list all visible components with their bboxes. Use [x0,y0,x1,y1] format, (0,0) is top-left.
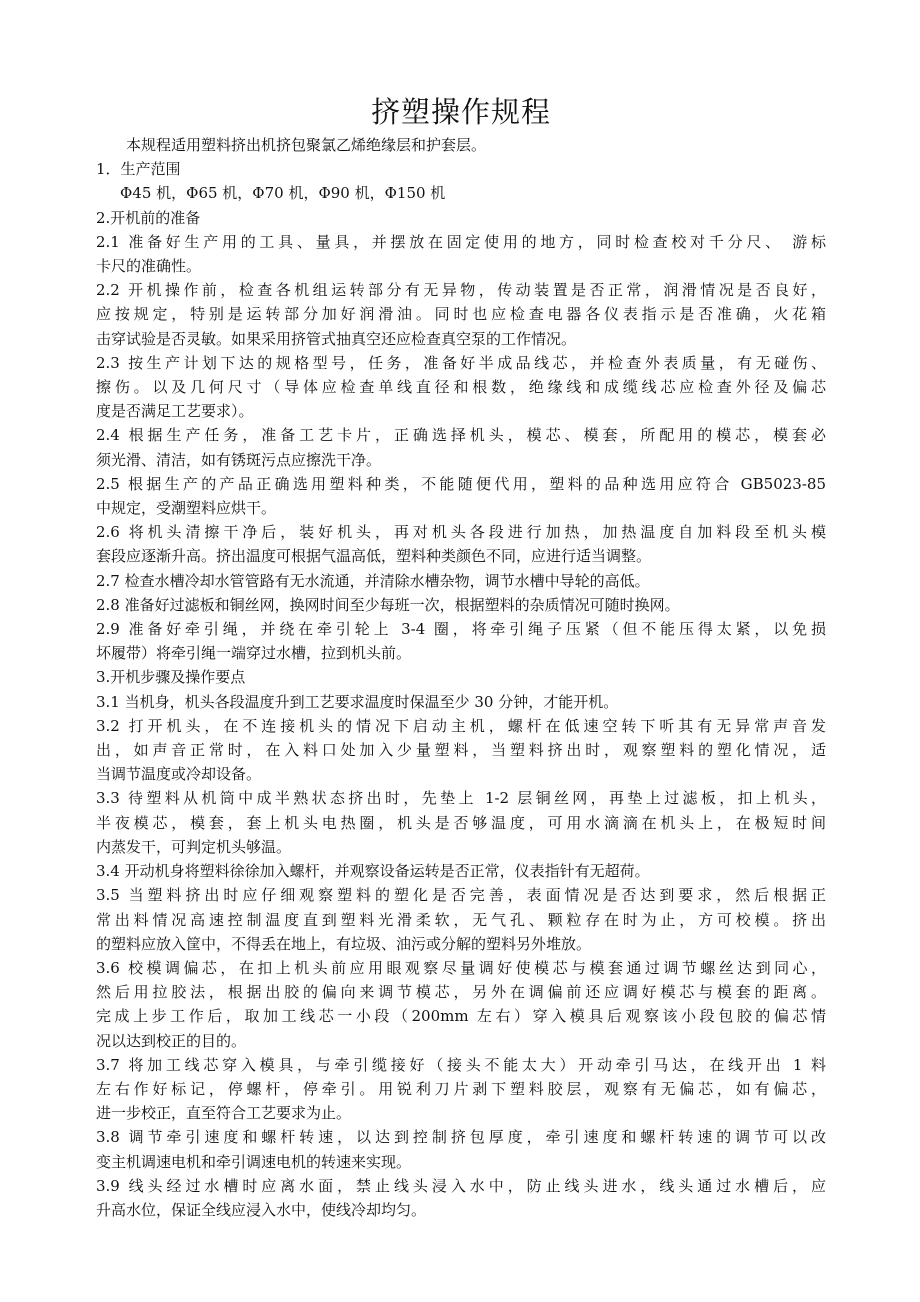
paragraph-line: 然后用拉胶法，根据出胶的偏向来调节模芯，另外在调偏前还应调好模芯与模套的距离。 [96,983,826,1002]
paragraph-line: 3.1 当机身，机头各段温度升到工艺要求温度时保温至少 30 分钟，才能开机。 [96,692,619,711]
paragraph-line: 2.9 准备好牵引绳，并绕在牵引轮上 3-4 圈，将牵引绳子压紧（但不能压得太紧，以免损 [96,620,826,639]
paragraph-line: 2.6 将机头清擦干净后，装好机头，再对机头各段进行加热，加热温度自加料段至机头模 [96,523,826,542]
paragraph-line: 2.3 按生产计划下达的规格型号，任务，准备好半成品线芯，并检查外表质量，有无碰伤、 [96,353,826,372]
section-3-paragraph [96,883,826,956]
paragraph-line: 3.7 将加工线芯穿入模具，与牵引缆接好（接头不能太大）开动牵引马达，在线开出 1 料 [96,1055,826,1074]
paragraph-line: 2.5 根据生产的产品正确选用塑料种类，不能随便代用，塑料的品种选用应符合 GB5023-85 [96,474,826,493]
section-2-paragraph [96,569,826,593]
paragraph-line: 2.7 检查水槽冷却水管管路有无水流通，并清除水槽杂物，调节水槽中导轮的高低。 [96,571,650,590]
paragraph-line: 完成上步工作后，取加工线芯一小段（200mm 左右）穿入模具后观察该小段包胶的偏芯情 [96,1007,826,1026]
section-2-paragraph [96,593,826,617]
paragraph-line: 2.2 开机操作前，检查各机组运转部分有无异物，传动装置是否正常，润滑情况是否良好， [96,281,826,300]
section-2-paragraph [96,351,826,424]
section-3-paragraph [96,1053,826,1126]
section-2-items [96,230,826,666]
section-3-paragraph [96,1174,826,1222]
paragraph-line: 擦伤。以及几何尺寸（导体应检查单线直径和根数，绝缘线和成缆线芯应检查外径及偏芯 [96,378,826,397]
section-2-heading: 2.开机前的准备 [96,208,201,227]
paragraph-line: 常出料情况高速控制温度直到塑料光滑柔软，无气孔、颗粒存在时为止，方可校模。挤出 [96,910,826,929]
paragraph-line: 变主机调速电机和牵引调速电机的转速来实现。 [96,1152,412,1171]
paragraph-line: 卡尺的准确性。 [96,257,202,276]
paragraph-line: 套段应逐渐升高。挤出温度可根据气温高低，塑料种类颜色不同，应进行适当调整。 [96,547,652,566]
section-3-paragraph [96,786,826,859]
paragraph-line: 3.4 开动机身将塑料徐徐加入螺杆，并观察设备运转是否正常，仪表指针有无超荷。 [96,862,650,881]
paragraph-line: 2.8 准备好过滤板和铜丝网，换网时间至少每班一次，根据塑料的杂质情况可随时换网。 [96,595,680,614]
paragraph-line: 半夜模芯，模套，套上机头电热圈，机头是否够温度，可用水滴滴在机头上，在极短时间 [96,813,826,832]
paragraph-line: 内蒸发干，可判定机头够温。 [96,837,292,856]
paragraph-line: 进一步校正，直至符合工艺要求为止。 [96,1104,352,1123]
section-2-paragraph [96,278,826,351]
paragraph-line: 3.2 打开机头，在不连接机头的情况下启动主机，螺杆在低速空转下听其有无异常声音发 [96,716,826,735]
paragraph-line: 须光滑、清洁，如有锈斑污点应擦洗干净。 [96,450,382,469]
section-3-heading: 3.开机步骤及操作要点 [96,668,246,687]
paragraph-line: 3.3 待塑料从机筒中成半熟状态挤出时，先垫上 1-2 层铜丝网，再垫上过滤板，扣上机头， [96,789,826,808]
paragraph-line: 应按规定，特别是运转部分加好润滑油。同时也应检查电器各仪表指示是否准确，火花箱 [96,305,826,324]
paragraph-line: 度是否满足工艺要求）。 [96,402,254,421]
section-3-items [96,690,826,1222]
section-1-heading: 1．生产范围 [96,160,181,179]
section-3-paragraph [96,859,826,883]
paragraph-line: 况以达到校正的目的。 [96,1031,247,1050]
section-1-models: Φ45 机，Φ65 机，Φ70 机，Φ90 机，Φ150 机 [120,184,446,203]
section-3-paragraph [96,690,826,714]
paragraph-line: 的塑料应放入筐中，不得丢在地上，有垃圾、油污或分解的塑料另外堆放。 [96,934,592,953]
section-2-paragraph [96,472,826,520]
paragraph-line: 3.6 校模调偏芯，在扣上机头前应用眼观察尽量调好使模芯与模套通过调节螺丝达到同心， [96,958,826,977]
paragraph-line: 3.9 线头经过水槽时应离水面，禁止线头浸入水中，防止线头进水，线头通过水槽后，应 [96,1176,826,1195]
intro-text: 本规程适用塑料挤出机挤包聚氯乙烯绝缘层和护套层。 [126,136,487,154]
paragraph-line: 升高水位，保证全线应浸入水中，使线冷却均匀。 [96,1200,427,1219]
section-2-paragraph [96,617,826,665]
paragraph-line: 出，如声音正常时，在入料口处加入少量塑料，当塑料挤出时，观察塑料的塑化情况，适 [96,741,826,760]
section-2-paragraph [96,423,826,471]
section-3-paragraph [96,956,826,1053]
paragraph-line: 2.4 根据生产任务，准备工艺卡片，正确选择机头，模芯、模套，所配用的模芯，模套必 [96,426,826,445]
section-3-paragraph [96,1125,826,1173]
paragraph-line: 3.5 当塑料挤出时应仔细观察塑料的塑化是否完善，表面情况是否达到要求，然后根据正 [96,886,826,905]
section-2-paragraph [96,520,826,568]
paragraph-line: 中规定，受潮塑料应烘干。 [96,499,277,518]
paragraph-line: 2.1 准备好生产用的工具、量具，并摆放在固定使用的地方，同时检查校对千分尺、 游标 [96,232,826,251]
document-page [96,92,826,1222]
paragraph-line: 左右作好标记，停螺杆，停牵引。用锐利刀片剥下塑料胶层，观察有无偏芯，如有偏芯， [96,1079,826,1098]
paragraph-line: 坏履带）将牵引绳一端穿过水槽，拉到机头前。 [96,644,412,663]
paragraph-line: 当调节温度或冷却设备。 [96,765,262,784]
paragraph-line: 3.8 调节牵引速度和螺杆转速，以达到控制挤包厚度，牵引速度和螺杆转速的调节可以改 [96,1128,826,1147]
document-title: 挤塑操作规程 [370,95,551,129]
section-2-paragraph [96,230,826,278]
paragraph-line: 击穿试验是否灵敏。如果采用挤管式抽真空还应检查真空泵的工作情况。 [96,329,577,348]
section-3-paragraph [96,714,826,787]
